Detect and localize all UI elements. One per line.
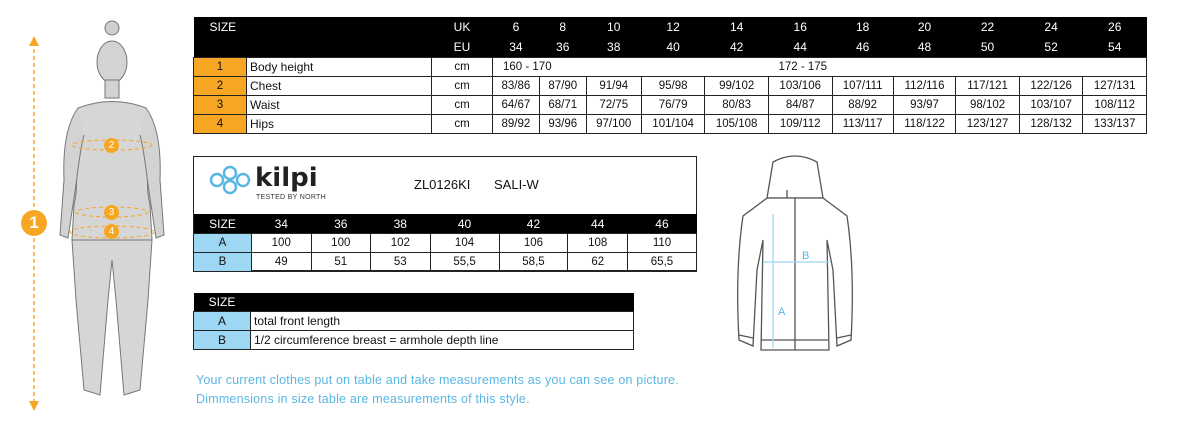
table-cell: 99/102 — [705, 77, 769, 96]
row-number: 3 — [194, 96, 247, 115]
eu-size: 54 — [1083, 37, 1147, 58]
uk-size: 10 — [586, 17, 641, 37]
table-cell: 91/94 — [586, 77, 641, 96]
eu-size: 44 — [768, 37, 832, 58]
table-cell: 100 — [252, 234, 312, 253]
table-header — [194, 214, 697, 234]
row-label: A — [194, 312, 251, 331]
size-header: SIZE — [194, 17, 432, 37]
row-unit: cm — [432, 115, 493, 134]
row-number: 4 — [194, 115, 247, 134]
disclaimer-note: Dimmensions in size table are measurements of this style. — [196, 392, 530, 406]
size-header: SIZE — [194, 293, 251, 312]
product-model: SALI-W — [494, 177, 539, 192]
uk-size: 24 — [1019, 17, 1083, 37]
row-label: Chest — [247, 77, 364, 96]
size-chart-table — [193, 17, 1147, 134]
jacket-illustration — [725, 150, 865, 365]
table-cell: 49 — [252, 253, 312, 272]
table-cell: 160 - 170 — [493, 58, 587, 77]
blank-cell — [363, 96, 432, 115]
table-cell: 123/127 — [956, 115, 1020, 134]
uk-size: 16 — [768, 17, 832, 37]
table-cell: 109/112 — [768, 115, 832, 134]
table-row — [194, 331, 634, 350]
table-cell: 107/111 — [832, 77, 893, 96]
table-cell: 68/71 — [539, 96, 586, 115]
legend-table — [193, 293, 634, 350]
table-cell: 108/112 — [1083, 96, 1147, 115]
table-cell: 64/67 — [493, 96, 540, 115]
table-cell: 103/107 — [1019, 96, 1083, 115]
table-cell: 106 — [499, 234, 568, 253]
table-header-cell: 44 — [568, 214, 628, 234]
table-cell: 127/131 — [1083, 77, 1147, 96]
blank-cell — [1019, 58, 1083, 77]
row-label: A — [194, 234, 252, 253]
row-unit: cm — [432, 96, 493, 115]
table-cell: 102 — [371, 234, 431, 253]
table-cell: 97/100 — [586, 115, 641, 134]
table-cell: 118/122 — [893, 115, 955, 134]
table-cell: 80/83 — [705, 96, 769, 115]
table-header — [194, 293, 634, 312]
table-cell: 93/97 — [893, 96, 955, 115]
marker-4-icon: 4 — [104, 224, 119, 239]
blank-cell — [251, 293, 634, 312]
uk-header: UK — [432, 17, 493, 37]
blank-cell — [586, 58, 641, 77]
table-header-cell: 46 — [627, 214, 696, 234]
blank-cell — [1083, 58, 1147, 77]
size-header: SIZE — [194, 214, 252, 234]
table-cell: 76/79 — [641, 96, 705, 115]
eu-size: 40 — [641, 37, 705, 58]
table-cell: 89/92 — [493, 115, 540, 134]
table-row — [194, 96, 1147, 115]
marker-3-icon: 3 — [104, 205, 119, 220]
marker-1-icon: 1 — [21, 210, 47, 236]
blank-cell — [363, 77, 432, 96]
table-cell: 95/98 — [641, 77, 705, 96]
row-number: 2 — [194, 77, 247, 96]
table-cell: 128/132 — [1019, 115, 1083, 134]
table-cell: 83/86 — [493, 77, 540, 96]
eu-size: 38 — [586, 37, 641, 58]
table-cell: 104 — [430, 234, 499, 253]
blank-cell — [194, 37, 432, 58]
instruction-note: Your current clothes put on table and take measurements as you can see on picture. — [196, 373, 679, 387]
eu-header: EU — [432, 37, 493, 58]
eu-size: 48 — [893, 37, 955, 58]
row-unit: cm — [432, 77, 493, 96]
row-description: 1/2 circumference breast = armhole depth line — [251, 331, 634, 350]
blank-cell — [641, 58, 705, 77]
table-header-uk — [194, 17, 1147, 37]
table-cell: 87/90 — [539, 77, 586, 96]
marker-a-label: A — [778, 306, 786, 318]
marker-b-label: B — [802, 250, 810, 262]
table-cell: 72/75 — [586, 96, 641, 115]
table-cell: 172 - 175 — [768, 58, 893, 77]
table-cell: 110 — [627, 234, 696, 253]
table-cell: 84/87 — [768, 96, 832, 115]
table-cell: 133/137 — [1083, 115, 1147, 134]
table-header-cell: 34 — [252, 214, 312, 234]
uk-size: 26 — [1083, 17, 1147, 37]
table-row — [194, 253, 697, 272]
table-cell: 53 — [371, 253, 431, 272]
eu-size: 46 — [832, 37, 893, 58]
product-measurements-table — [193, 214, 697, 272]
table-cell: 122/126 — [1019, 77, 1083, 96]
table-cell: 100 — [311, 234, 371, 253]
blank-cell — [705, 58, 769, 77]
uk-size: 22 — [956, 17, 1020, 37]
table-cell: 88/92 — [832, 96, 893, 115]
table-cell: 117/121 — [956, 77, 1020, 96]
uk-size: 6 — [493, 17, 540, 37]
table-cell: 108 — [568, 234, 628, 253]
table-cell: 58,5 — [499, 253, 568, 272]
uk-size: 18 — [832, 17, 893, 37]
table-row — [194, 115, 1147, 134]
brand-tagline: TESTED BY NORTH — [256, 194, 326, 201]
row-label: Body height — [247, 58, 364, 77]
table-cell: 105/108 — [705, 115, 769, 134]
row-label: B — [194, 253, 252, 272]
table-cell: 98/102 — [956, 96, 1020, 115]
table-header-cell: 42 — [499, 214, 568, 234]
eu-size: 36 — [539, 37, 586, 58]
table-cell: 113/117 — [832, 115, 893, 134]
table-header-cell: 40 — [430, 214, 499, 234]
uk-size: 14 — [705, 17, 769, 37]
table-cell: 103/106 — [768, 77, 832, 96]
table-cell: 62 — [568, 253, 628, 272]
uk-size: 8 — [539, 17, 586, 37]
row-label: Waist — [247, 96, 364, 115]
row-number: 1 — [194, 58, 247, 77]
table-cell: 51 — [311, 253, 371, 272]
blank-cell — [363, 58, 432, 77]
eu-size: 50 — [956, 37, 1020, 58]
table-header-cell: 38 — [371, 214, 431, 234]
row-label: B — [194, 331, 251, 350]
kilpi-logo-icon — [207, 164, 253, 196]
table-header-cell: 36 — [311, 214, 371, 234]
blank-cell — [956, 58, 1020, 77]
eu-size: 34 — [493, 37, 540, 58]
row-unit: cm — [432, 58, 493, 77]
table-cell: 112/116 — [893, 77, 955, 96]
row-description: total front length — [251, 312, 634, 331]
uk-size: 20 — [893, 17, 955, 37]
table-cell: 55,5 — [430, 253, 499, 272]
row-label: Hips — [247, 115, 364, 134]
table-row — [194, 312, 634, 331]
table-header-eu — [194, 37, 1147, 58]
eu-size: 42 — [705, 37, 769, 58]
table-cell: 93/96 — [539, 115, 586, 134]
eu-size: 52 — [1019, 37, 1083, 58]
product-code: ZL0126KI — [414, 177, 471, 192]
table-row — [194, 58, 1147, 77]
table-row — [194, 77, 1147, 96]
table-cell: 101/104 — [641, 115, 705, 134]
blank-cell — [893, 58, 955, 77]
brand-name: kilpi — [255, 163, 318, 193]
table-cell: 65,5 — [627, 253, 696, 272]
blank-cell — [363, 115, 432, 134]
table-row — [194, 234, 697, 253]
uk-size: 12 — [641, 17, 705, 37]
marker-2-icon: 2 — [104, 138, 119, 153]
